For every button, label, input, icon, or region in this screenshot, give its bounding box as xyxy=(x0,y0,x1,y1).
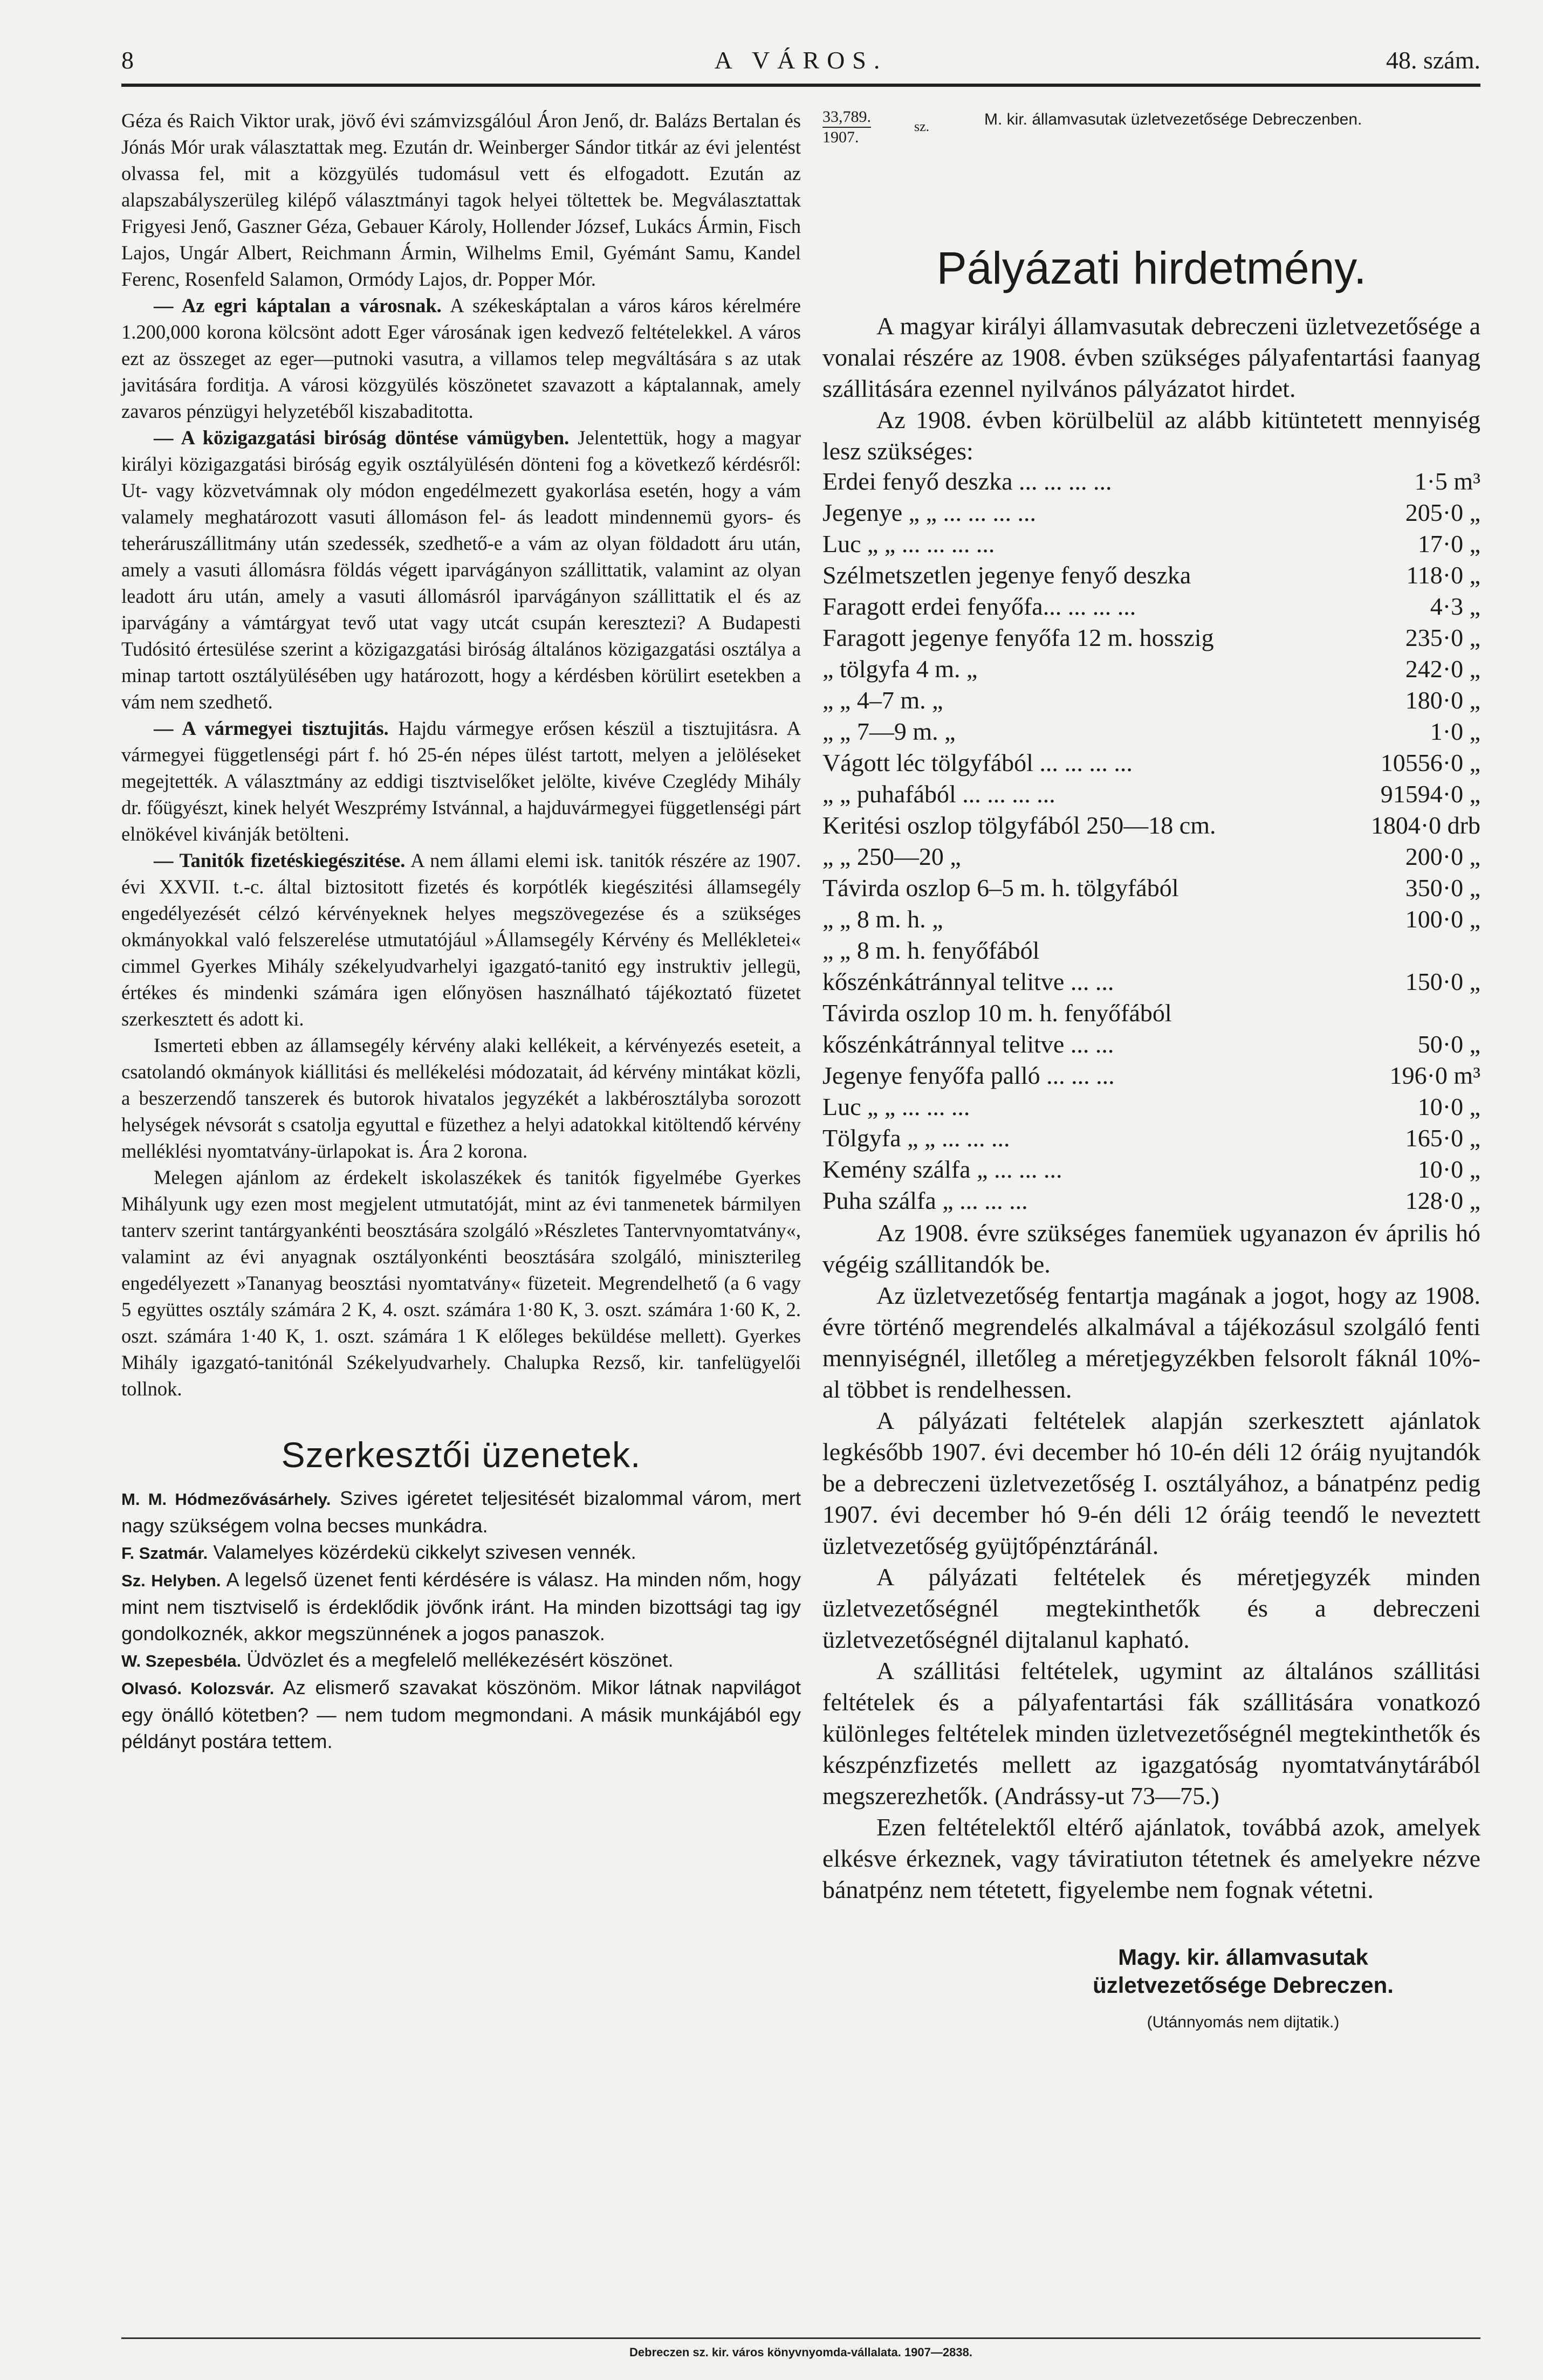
notice-paragraph: Az 1908. évre szükséges fanemüek ugyanazon év április hó végéig szállitandók be. xyxy=(822,1219,1480,1278)
item-name: Kemény szálfa „ ... ... ... xyxy=(822,1155,1062,1183)
table-row xyxy=(822,999,1480,1030)
table-row xyxy=(822,780,1480,811)
item-name: Jegenye fenyőfa palló ... ... ... xyxy=(822,1062,1115,1089)
item-quantity: 4·3 „ xyxy=(1430,593,1480,620)
item-name: „ „ puhafából ... ... ... ... xyxy=(822,780,1055,808)
item-name: Szélmetszetlen jegenye fenyő deszka xyxy=(822,561,1191,589)
item-quantity: 1·0 „ xyxy=(1430,718,1480,745)
item-name: Erdei fenyő deszka ... ... ... ... xyxy=(822,467,1112,495)
item-name: kőszénkátránnyal telitve ... ... xyxy=(822,968,1114,995)
item-quantity: 128·0 „ xyxy=(1405,1187,1480,1214)
item-name: „ „ 8 m. h. „ xyxy=(822,905,943,933)
item-name: „ tölgyfa 4 m. „ xyxy=(822,655,978,683)
notice-paragraph: A szállitási feltételek, ugymint az általános szállitási feltételek és a pályafentartási fák szállitására vonatkozó különleges feltételek minden üzletvezetőségnél megtekinthetők és készpénzfizetés mellett az igazgatóság nyomtatványtárából megszerezhetők. (Andrássy-ut 73—75.) xyxy=(822,1657,1480,1810)
item-name: Vágott léc tölgyfából ... ... ... ... xyxy=(822,749,1133,776)
item-quantity: 1·5 m³ xyxy=(1414,467,1480,495)
article-paragraph: Melegen ajánlom az érdekelt iskolaszékek és tanitók figyelmébe Gyerkes Mihályunk ugy ezen most megjelent utmutatóját, mint az évi tanmenetek bármilyen tanterv szerint tantárgyankénti beosztására szolgáló »Részletes Tantervnyomtatvány«, valamint az évi anyagnak osztályonkénti beosztására szolgáló, miniszterileg engedélyezett »Tananyag beosztási nyomtatvány« füzeteit. Megrendelhető (a 6 vagy 5 együttes osztály számára 2 K, 4. oszt. számára 1·80 K, 3. oszt. számára 1·60 K, 2. oszt. számára 1·40 K, 1. oszt. számára 1 K előleges beküldése mellett). Gyerkes Mihály igazgató-tanitónál Székelyudvarhely. Chalupka Rezső, kir. tanfelügyelői tollnok. xyxy=(121,1166,801,1400)
item-quantity: 205·0 „ xyxy=(1405,499,1480,526)
item-name: Tölgyfa „ „ ... ... ... xyxy=(822,1124,1010,1152)
item-quantity: 10·0 „ xyxy=(1417,1093,1480,1120)
table-row xyxy=(822,905,1480,936)
page-number: 8 xyxy=(121,46,134,74)
item-quantity: 10·0 „ xyxy=(1417,1155,1480,1183)
table-row xyxy=(822,686,1480,717)
table-row xyxy=(822,842,1480,873)
newspaper-page xyxy=(121,46,1480,2343)
news-item-chapter: — Az egri káptalan a városnak. A székeskáptalan a város káros kérelmére 1.200,000 korona kölcsönt adott Eger városának igen kedvező feltételekkel. A város ezt az összeget az eger—putnoki vasutra, a villamos telep megváltására s az utak javitására forditja. A városi közgyülés köszönetet szavazott a káptalannak, amely zavaros pénzügyi helyzetéből kiszabaditotta. xyxy=(121,294,801,422)
table-row xyxy=(822,529,1480,561)
item-quantity xyxy=(1324,936,1480,967)
item-quantity: 17·0 „ xyxy=(1417,530,1480,558)
table-row xyxy=(822,498,1480,529)
item-quantity: 10556·0 „ xyxy=(1380,749,1480,776)
item-quantity: 50·0 „ xyxy=(1417,1030,1480,1058)
item-quantity xyxy=(1324,999,1480,1030)
item-name: Puha szálfa „ ... ... ... xyxy=(822,1187,1028,1214)
editor-message: Olvasó. Kolozsvár. Az elismerő szavakat köszönöm. Mikor látnak napvilágot egy önálló kötetben? — nem tudom megmondani. A másik munkájából egy példányt postára tettem. xyxy=(121,1676,801,1752)
printer-footer: Debreczen sz. kir. város könyvnyomda-vállalata. 1907—2838. xyxy=(629,2345,972,2359)
table-row xyxy=(822,623,1480,655)
table-row xyxy=(822,1124,1480,1155)
item-name: Keritési oszlop tölgyfából 250—18 cm. xyxy=(822,811,1216,839)
item-name: Jegenye „ „ ... ... ... ... xyxy=(822,499,1036,526)
item-quantity: 180·0 „ xyxy=(1405,686,1480,714)
notice-paragraph: A magyar királyi államvasutak debreczeni üzletvezetősége a vonalai részére az 1908. évben szükséges pályafentartási faanyag szállitására ezennel nyilvános pályázatot hirdet. xyxy=(822,312,1480,402)
item-name: „ „ 7—9 m. „ xyxy=(822,718,956,745)
item-quantity: 242·0 „ xyxy=(1405,655,1480,683)
item-name: Luc „ „ ... ... ... xyxy=(822,1093,970,1120)
table-row xyxy=(822,1030,1480,1061)
news-item-court: — A közigazgatási biróság döntése vámügyben. Jelentettük, hogy a magyar királyi közigazgatási biróság egyik osztályülésén dönteni fog a következő kérdésről: Ut- vagy közvetvámnak oly módon engedélmezett gyakorlása esetén, hogy a vám valamely meghatározott vasuti állomáson fel- ás leadott mindennemü gyors- és teheráruszállitmány után szedessék, szedhető-e a vám az olyan földadott áru után, amely a vasuti állomásra földás végett iparvágányon szállittatik, valamint az olyan leadott áru után, amely a vasuti állomásról iparvágányon szállittatik el és az iparvágány a vámtárgyat tevő utat vagy utcát csupán keresztezi? A Budapesti Tudósitó értesülése szerint a közigazgatási biróság általános közigazgatási osztálya a minap tartott osztályülésében ugy határozott, hogy a kérdésben körülirt esetekben a vám nem szedhető. xyxy=(121,427,801,713)
article-paragraph: Géza és Raich Viktor urak, jövő évi számvizsgálóul Áron Jenő, dr. Balázs Bertalan és Jónás Mór urak választattak meg. Ezután dr. Weinberger Sándor titkár az évi jelentést olvassa fel, mit a közgyülés tudomásul vett és elfogadott. Ezután az alapszabályszerüleg kilépő választmányi tagok helyei töltettek be. Megválasztattak Frigyesi Jenő, Gaszner Géza, Gebauer Károly, Hollender József, Lukács Ármin, Fisch Lajos, Ungár Albert, Reichmann Ármin, Wilhelms Emil, Gyémánt Samu, Kandel Ferenc, Rosenfeld Salamon, Ormódy Lajos, dr. Popper Mór. xyxy=(121,109,801,290)
item-name: Faragott erdei fenyőfa... ... ... ... xyxy=(822,593,1136,620)
editor-message: M. M. Hódmezővásárhely. Szives igéretet teljesitését bizalommal várom, mert nagy szükségem volna becses munkádra. xyxy=(121,1487,801,1537)
table-row xyxy=(822,1155,1480,1186)
table-row xyxy=(822,1061,1480,1092)
article-paragraph: Ismerteti ebben az államsegély kérvény alaki kellékeit, a kérvényezés eseteit, a csatolandó okmányok kiállitási és mellékelési módozatait, ád kérvény mintákat közli, a beszerzendő tanszerek és butorok hivatalos jegyzékét a lakbérosztályba sorozott helységek névsorát s csatolja egyuttal e füzethez a helyi adatokkal kitöltendő kérvény melléklési nyomtatvány-ürlapokat is. Ára 2 korona. xyxy=(121,1034,801,1162)
signature: Magy. kir. államvasutak üzletvezetősége Debreczen. xyxy=(1093,1944,1394,1998)
news-item-election: — A vármegyei tisztujitás. Hajdu vármegye erősen készül a tisztujitásra. A vármegyei függetlenségi párt f. hó 25-én népes ülést tartott, melyen a jelöléseket megejtették. A választmány az eddigi tisztviselőket jelölte, kivéve Czeglédy Mihály dr. főügyészt, kinek helyét Weszprémy Istvánnal, a hajduvármegyei függetlenségi párt elnökével kivánják betölteni. xyxy=(121,717,801,845)
item-quantity: 196·0 m³ xyxy=(1389,1062,1480,1089)
item-name: kőszénkátránnyal telitve ... ... xyxy=(822,1030,1114,1058)
page-header xyxy=(121,46,1480,84)
notice-paragraph: Ezen feltételektől eltérő ajánlatok, továbbá azok, amelyek elkésve érkeznek, vagy táviratiuton tétetnek és amelyekre nézve bánatpénz nem tétetett, figyelembe nem fognak vétetni. xyxy=(822,1813,1480,1903)
table-row xyxy=(822,1186,1480,1217)
notice-paragraph: A pályázati feltételek alapján szerkesztett ajánlatok legkésőbb 1907. évi december hó 10-én déli 12 óráig nyujtandók be a debreczeni üzletvezetőség I. osztályához, a bánatpénz pedig 1907. évi december hó 9-én déli 12 óráig teendő le neveztett üzletvezetőség gyüjtőpénztáránál. xyxy=(822,1407,1480,1559)
item-name: „ „ 8 m. h. fenyőfából xyxy=(822,937,1040,964)
issuer-line: M. kir. államvasutak üzletvezetősége Debreczenben. xyxy=(984,111,1362,128)
table-row xyxy=(822,967,1480,999)
news-item-teachers: — Tanitók fizetéskiegészitése. A nem állami elemi isk. tanitók részére az 1907. évi XXVII. t.-c. által biztositott fizetés és korpótlék kiegészitési államsegély engedélyezését célzó kérvényeknek helyes megszövegezése és a szükséges okmányokkal való felszerelése utmutatójául »Államsegély Kérvény és Mellékletei« cimmel Gyerkes Mihály székelyudvarhelyi igazgató-tanitó egy instruktiv jellegü, értékes és mindenki számára igen előnyösen használható tájékoztató füzetet szerkesztett és adott ki. xyxy=(121,849,801,1030)
issue-number: 48. szám. xyxy=(1386,46,1480,74)
item-quantity: 118·0 „ xyxy=(1406,561,1480,589)
item-quantity: 165·0 „ xyxy=(1405,1124,1480,1152)
item-name: Távirda oszlop 10 m. h. fenyőfából xyxy=(822,999,1172,1027)
item-name: Távirda oszlop 6–5 m. h. tölgyfából xyxy=(822,874,1179,902)
header-rule xyxy=(121,84,1480,87)
newspaper-title: A VÁROS. xyxy=(714,46,888,74)
item-name: „ „ 250—20 „ xyxy=(822,843,961,870)
timber-table xyxy=(822,467,1480,1217)
table-row xyxy=(822,467,1480,498)
notice-paragraph: Az 1908. évben körülbelül az alább kitüntetett mennyiség lesz szükséges: xyxy=(822,406,1480,465)
item-name: Luc „ „ ... ... ... ... xyxy=(822,530,995,558)
editor-messages-title: Szerkesztői üzenetek. xyxy=(281,1435,641,1475)
item-quantity: 1804·0 drb xyxy=(1370,811,1480,839)
table-row xyxy=(822,748,1480,780)
item-quantity: 100·0 „ xyxy=(1405,905,1480,933)
table-row xyxy=(822,811,1480,842)
item-name: Faragott jegenye fenyőfa 12 m. hosszig xyxy=(822,624,1214,651)
item-quantity: 150·0 „ xyxy=(1405,968,1480,995)
table-row xyxy=(822,936,1480,967)
reprint-note: (Utánnyomás nem dijtatik.) xyxy=(1147,2013,1340,2031)
footer-rule xyxy=(121,2337,1480,2339)
table-row xyxy=(822,717,1480,748)
notice-title: Pályázati hirdetmény. xyxy=(936,243,1367,293)
table-row xyxy=(822,592,1480,623)
table-row xyxy=(822,873,1480,905)
editor-message: F. Szatmár. Valamelyes közérdekü cikkelyt szivesen vennék. xyxy=(121,1541,636,1563)
right-column xyxy=(822,107,1480,2032)
item-quantity: 235·0 „ xyxy=(1405,624,1480,651)
item-quantity: 91594·0 „ xyxy=(1380,780,1480,808)
table-row xyxy=(822,561,1480,592)
table-row xyxy=(822,655,1480,686)
item-name: „ „ 4–7 m. „ xyxy=(822,686,943,714)
notice-paragraph: Az üzletvezetőség fentartja magának a jogot, hogy az 1908. évre történő megrendelés alkalmával a tájékozásul szolgáló fenti mennyiségnél, illetőleg a méretjegyzékben felsorolt fáknál 10%-al többet is rendelhessen. xyxy=(822,1282,1480,1403)
item-quantity: 200·0 „ xyxy=(1405,843,1480,870)
table-row xyxy=(822,1092,1480,1124)
editor-message: W. Szepesbéla. Üdvözlet és a megfelelő mellékezésért köszönet. xyxy=(121,1649,674,1671)
reference-number: 33,789. sz. 1907. xyxy=(822,108,930,146)
left-column xyxy=(121,107,801,1755)
item-quantity: 350·0 „ xyxy=(1405,874,1480,902)
notice-paragraph: A pályázati feltételek és méretjegyzék minden üzletvezetőségnél megtekinthetők és a debreczeni üzletvezetőségnél dijtalanul kapható. xyxy=(822,1563,1480,1653)
editor-message: Sz. Helyben. A legelső üzenet fenti kérdésére is válasz. Ha minden nőm, hogy mint nem tisztviselő is érdeklődik jövőnk iránt. Ha minden bizottsági tag igy gondolkoznék, akkor megszünnének a jogos panaszok. xyxy=(121,1569,801,1645)
